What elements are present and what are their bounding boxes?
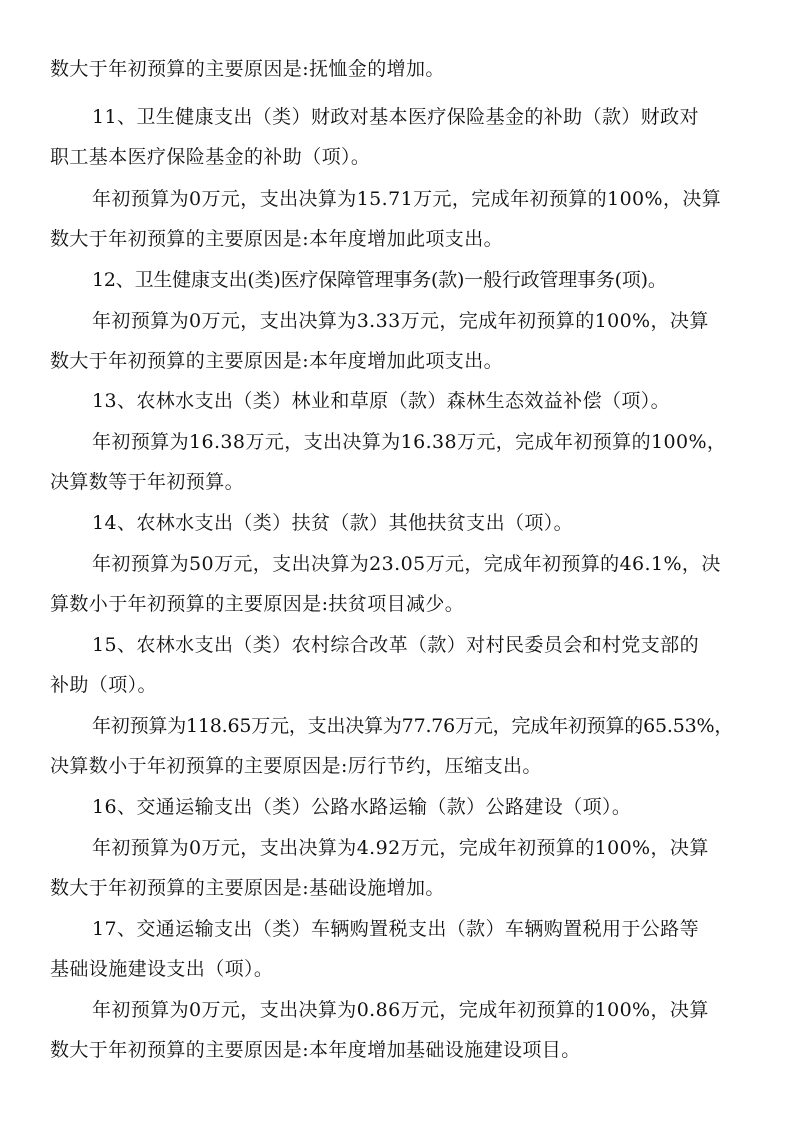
paragraph-line: 算数小于年初预算的主要原因是:扶贫项目减少。 [50, 593, 465, 615]
paragraph-line: 年初预算为16.38万元，支出决算为16.38万元，完成年初预算的100%， [92, 431, 727, 453]
item-heading-14: 14、农林水支出（类）扶贫（款）其他扶贫支出（项）。 [92, 512, 574, 534]
paragraph-line: 数大于年初预算的主要原因是:抚恤金的增加。 [50, 58, 445, 80]
paragraph-line: 年初预算为0万元，支出决算为4.92万元，完成年初预算的100%，决算 [92, 837, 709, 859]
paragraph-line: 数大于年初预算的主要原因是:本年度增加此项支出。 [50, 228, 504, 250]
paragraph-line: 年初预算为0万元，支出决算为3.33万元，完成年初预算的100%，决算 [92, 310, 709, 332]
paragraph-line: 补助（项）。 [50, 674, 157, 696]
item-heading-17: 17、交通运输支出（类）车辆购置税支出（款）车辆购置税用于公路等 [92, 918, 699, 940]
paragraph-line: 基础设施建设支出（项）。 [50, 958, 274, 980]
paragraph-line: 决算数小于年初预算的主要原因是:厉行节约，压缩支出。 [50, 755, 542, 777]
paragraph-line: 年初预算为0万元，支出决算为15.71万元，完成年初预算的100%，决算 [92, 188, 722, 210]
paragraph-line: 数大于年初预算的主要原因是:基础设施增加。 [50, 877, 445, 899]
paragraph-line: 决算数等于年初预算。 [50, 471, 245, 493]
item-heading-11: 11、卫生健康支出（类）财政对基本医疗保险基金的补助（款）财政对 [92, 106, 699, 128]
paragraph-line: 职工基本医疗保险基金的补助（项）。 [50, 146, 371, 168]
item-heading-12: 12、卫生健康支出(类)医疗保障管理事务(款)一般行政管理事务(项)。 [92, 269, 667, 291]
paragraph-line: 年初预算为0万元，支出决算为0.86万元，完成年初预算的100%，决算 [92, 999, 709, 1021]
item-heading-16: 16、交通运输支出（类）公路水路运输（款）公路建设（项）。 [92, 796, 632, 818]
item-heading-13: 13、农林水支出（类）林业和草原（款）森林生态效益补偿（项）。 [92, 390, 671, 412]
paragraph-line: 年初预算为118.65万元，支出决算为77.76万元，完成年初预算的65.53%， [92, 715, 734, 737]
item-heading-15: 15、农林水支出（类）农村综合改革（款）对村民委员会和村党支部的 [92, 634, 699, 656]
paragraph-line: 年初预算为50万元，支出决算为23.05万元，完成年初预算的46.1%，决 [92, 553, 721, 575]
paragraph-line: 数大于年初预算的主要原因是:本年度增加此项支出。 [50, 350, 504, 372]
paragraph-line: 数大于年初预算的主要原因是:本年度增加基础设施建设项目。 [50, 1039, 581, 1061]
